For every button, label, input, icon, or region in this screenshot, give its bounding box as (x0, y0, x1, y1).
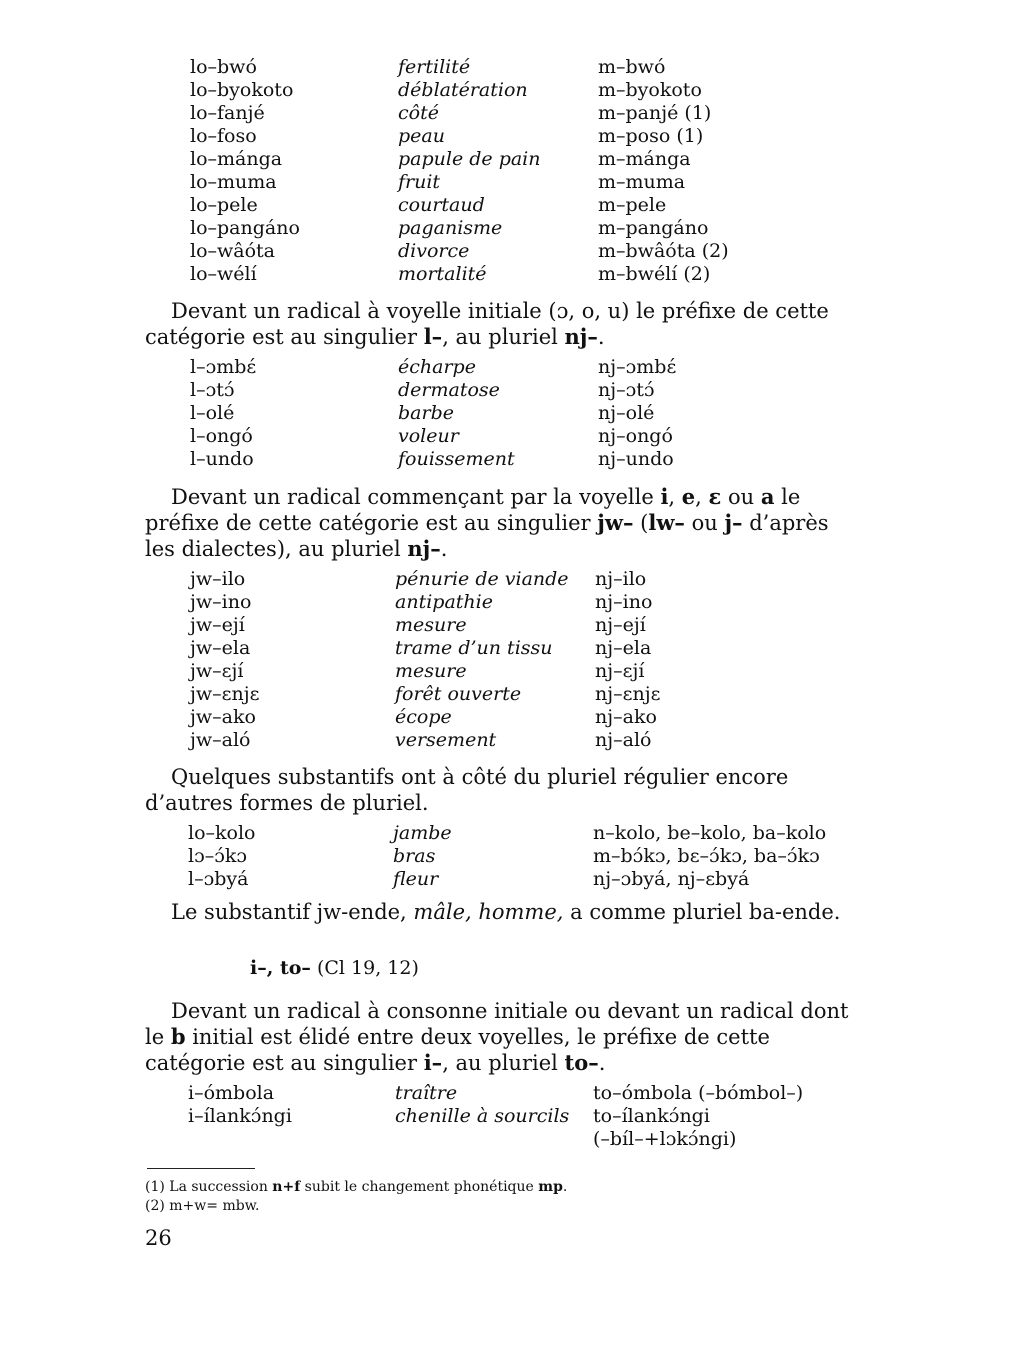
french-gloss: trame d’un tissu (395, 637, 553, 659)
french-gloss: mesure (395, 614, 467, 636)
singular-form: jw–ejí (190, 614, 245, 636)
singular-prefix: l– (423, 324, 443, 349)
table-row (188, 1105, 868, 1128)
singular-form: l–olé (190, 402, 235, 424)
plural-form: m–mánga (598, 148, 691, 170)
plural-form: m–byokoto (598, 79, 702, 101)
plural-form: m–bwó (598, 56, 666, 78)
plural-form: nj–ɔtɔ́ (598, 379, 655, 401)
table-row (190, 614, 750, 637)
paragraph-vowel-prefix: Devant un radical à voyelle initiale (ɔ, o, u) le préfixe de cette catégorie est au singulier l–, au pluriel nj–. (145, 299, 829, 349)
table-row (190, 568, 750, 591)
plural-form: nj–ɛjí (595, 660, 645, 682)
singular-form: l–ongó (190, 425, 253, 447)
plural-form: to–ómbola (–bómbol–) (593, 1082, 804, 1104)
table-row (190, 448, 750, 471)
table-row (190, 660, 750, 683)
singular-form: lo–foso (190, 125, 257, 147)
plural-form: m–panjé (1) (598, 102, 712, 124)
singular-form: lo–mánga (190, 148, 283, 170)
noun-table-lo-prefix (190, 56, 750, 286)
table-row (188, 845, 868, 868)
plural-form: nj–ɛnjɛ (595, 683, 661, 705)
table-row (190, 125, 750, 148)
paragraph-jw-ende: Le substantif jw-ende, mâle, homme, a comme pluriel ba-ende. (171, 900, 841, 924)
plural-prefix: to– (564, 1050, 599, 1075)
french-gloss: courtaud (398, 194, 485, 216)
singular-form: lo–byokoto (190, 79, 294, 101)
table-row (190, 240, 750, 263)
french-gloss: voleur (398, 425, 459, 447)
plural-form: m–bɔ́kɔ, bɛ–ɔ́kɔ, ba–ɔ́kɔ (593, 845, 820, 867)
french-gloss: écharpe (398, 356, 476, 378)
french-gloss: mesure (395, 660, 467, 682)
table-row (188, 1082, 868, 1105)
plural-form: m–muma (598, 171, 686, 193)
table-row (190, 217, 750, 240)
paragraph-other-plurals: Quelques substantifs ont à côté du pluriel régulier encore d’autres formes de pluriel. (145, 765, 789, 815)
french-gloss: papule de pain (398, 148, 541, 170)
table-row (190, 402, 750, 425)
plural-form: nj–ela (595, 637, 652, 659)
table-row (190, 425, 750, 448)
singular-form: lo–fanjé (190, 102, 265, 124)
singular-form: lo–wélí (190, 263, 257, 285)
french-gloss: divorce (398, 240, 470, 262)
french-gloss: déblatération (398, 79, 528, 101)
plural-form: m–bwâóta (2) (598, 240, 729, 262)
french-gloss: fouissement (398, 448, 515, 470)
french-gloss: pénurie de viande (395, 568, 569, 590)
table-row (188, 868, 868, 891)
french-gloss: dermatose (398, 379, 500, 401)
table-row (190, 379, 750, 402)
plural-prefix: nj– (564, 324, 598, 349)
plural-form: n–kolo, be–kolo, ba–kolo (593, 822, 827, 844)
french-gloss: barbe (398, 402, 454, 424)
table-row (190, 102, 750, 125)
french-gloss: forêt ouverte (395, 683, 522, 705)
plural-form: nj–ongó (598, 425, 673, 447)
plural-form: m–bwélí (2) (598, 263, 711, 285)
singular-form: jw–ɛnjɛ (190, 683, 260, 705)
plural-form: nj–ejí (595, 614, 646, 636)
singular-form: l–undo (190, 448, 254, 470)
french-gloss: fleur (393, 868, 439, 890)
plural-form: nj–ino (595, 591, 653, 613)
table-row (190, 194, 750, 217)
singular-form: i–ómbola (188, 1082, 275, 1104)
singular-form: l–ɔtɔ́ (190, 379, 235, 401)
footnotes (145, 1178, 567, 1216)
singular-form: lo–wâóta (190, 240, 276, 262)
french-gloss: bras (393, 845, 436, 867)
singular-form: lo–pangáno (190, 217, 300, 239)
table-row (190, 171, 750, 194)
singular-prefix: jw– (597, 510, 634, 535)
plural-form: nj–olé (598, 402, 655, 424)
noun-table-jw-prefix (190, 568, 750, 752)
singular-form: lo–bwó (190, 56, 257, 78)
section-heading: i–, to– (Cl 19, 12) (250, 957, 419, 979)
noun-table-i-prefix (188, 1082, 868, 1151)
plural-form: nj–ɔmbɛ́ (598, 356, 677, 378)
table-row (190, 591, 750, 614)
table-row (190, 263, 750, 286)
singular-form: jw–ɛjí (190, 660, 244, 682)
french-gloss: fruit (398, 171, 441, 193)
table-row (190, 79, 750, 102)
page-number: 26 (145, 1226, 172, 1250)
singular-form: lo–muma (190, 171, 277, 193)
table-row (190, 683, 750, 706)
plural-form: nj–undo (598, 448, 674, 470)
singular-form: jw–aló (190, 729, 251, 751)
singular-form: l–ɔmbɛ́ (190, 356, 257, 378)
table-row (188, 1128, 868, 1151)
singular-form: i–ílankɔ́ngi (188, 1105, 292, 1127)
singular-form: jw–ela (190, 637, 251, 659)
singular-prefix: i– (423, 1050, 443, 1075)
plural-form: m–pele (598, 194, 667, 216)
singular-form: lo–pele (190, 194, 258, 216)
singular-form: lɔ–ɔ́kɔ (188, 845, 248, 867)
footnote-1: (1) La succession n+f subit le changement phonétique mp. (145, 1179, 568, 1195)
french-gloss: côté (398, 102, 439, 124)
french-gloss: antipathie (395, 591, 493, 613)
table-row (190, 56, 750, 79)
table-row (190, 729, 750, 752)
table-row (190, 706, 750, 729)
french-gloss: traître (395, 1082, 458, 1104)
french-gloss: fertilité (398, 56, 471, 78)
plural-form: m–poso (1) (598, 125, 704, 147)
plural-form: nj–aló (595, 729, 652, 751)
table-row (190, 356, 750, 379)
plural-form: to–ílankɔ́ngi (593, 1105, 710, 1127)
singular-form: jw–ino (190, 591, 252, 613)
plural-form: nj–ako (595, 706, 657, 728)
french-gloss: écope (395, 706, 452, 728)
footnote-divider (147, 1168, 255, 1169)
singular-form: jw–ako (190, 706, 256, 728)
plural-form: m–pangáno (598, 217, 709, 239)
singular-form: l–ɔbyá (188, 868, 249, 890)
plural-form: nj–ɔbyá, nj–ɛbyá (593, 868, 750, 890)
french-gloss: mortalité (398, 263, 487, 285)
plural-form: nj–ilo (595, 568, 647, 590)
french-gloss: paganisme (398, 217, 503, 239)
noun-table-multiple-plurals (188, 822, 868, 891)
french-gloss: chenille à sourcils (395, 1105, 570, 1127)
french-gloss: jambe (393, 822, 452, 844)
singular-form: jw–ilo (190, 568, 246, 590)
paragraph-i-to-prefix: Devant un radical à consonne initiale ou devant un radical dont le b initial est élidé entre deux voyelles, le préfixe de cette catégorie est au singulier i–, au pluriel to–. (145, 999, 849, 1075)
footnote-2: (2) m+w= mbw. (145, 1198, 260, 1214)
french-gloss: versement (395, 729, 497, 751)
table-row (188, 822, 868, 845)
table-row (190, 148, 750, 171)
plural-form: (–bíl–+lɔkɔ́ngi) (593, 1128, 737, 1150)
noun-table-l-prefix (190, 356, 750, 471)
singular-form: lo–kolo (188, 822, 256, 844)
paragraph-jw-prefix: Devant un radical commençant par la voyelle i, e, ɛ ou a le préfixe de cette catégorie est au singulier jw– (lw– ou j– d’après les dialectes), au pluriel nj–. (145, 484, 829, 561)
plural-prefix: nj– (407, 536, 441, 561)
french-gloss: peau (398, 125, 445, 147)
table-row (190, 637, 750, 660)
